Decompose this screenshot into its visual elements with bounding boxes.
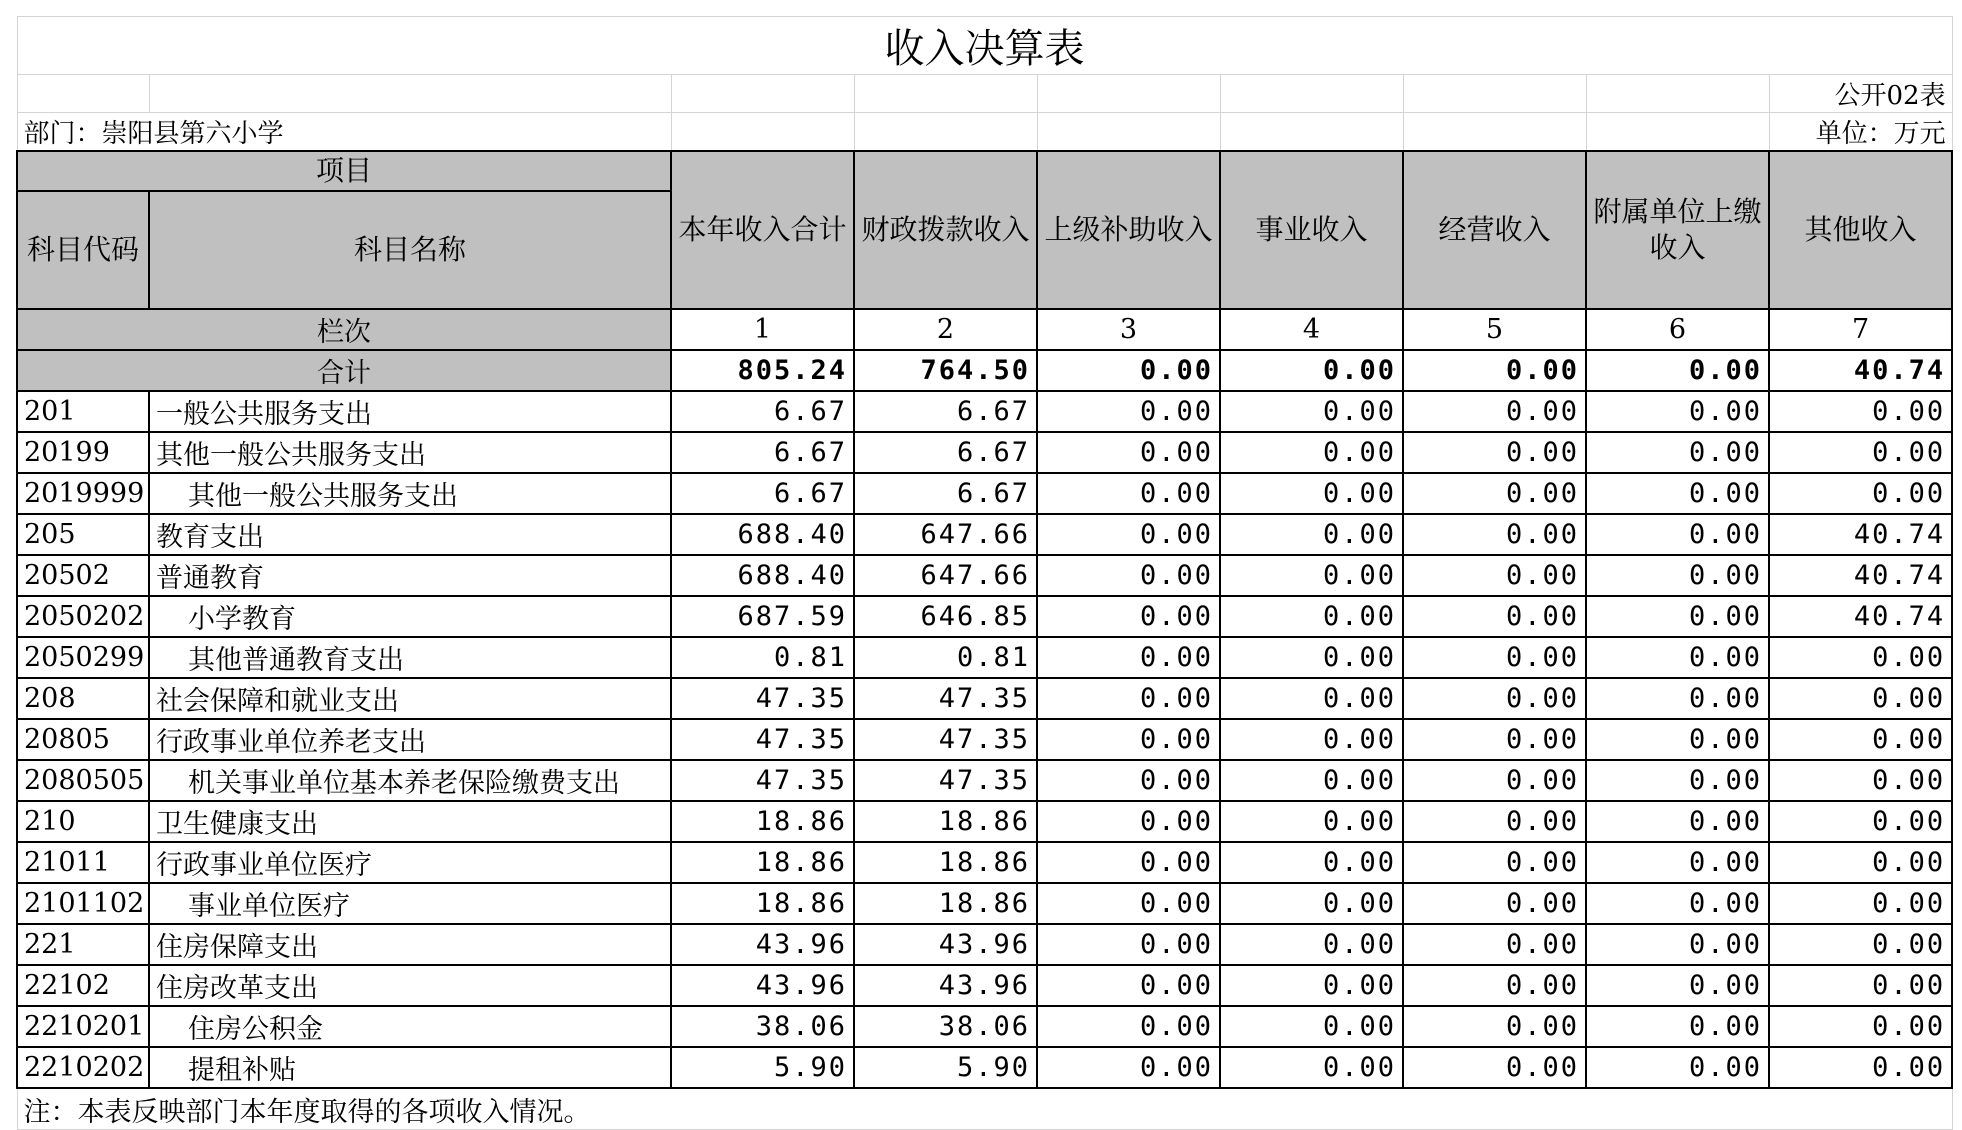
subject-name: 社会保障和就业支出 — [149, 678, 671, 719]
subject-name: 事业单位医疗 — [149, 883, 671, 924]
table-row — [17, 924, 1952, 965]
subject-code: 201 — [17, 391, 149, 432]
amount-cell: 18.86 — [854, 801, 1037, 842]
amount-cell: 0.00 — [1220, 1006, 1403, 1047]
amount-cell: 6.67 — [854, 391, 1037, 432]
amount-cell: 0.00 — [1037, 596, 1220, 637]
amount-cell: 0.00 — [1403, 883, 1586, 924]
subject-name: 住房公积金 — [149, 1006, 671, 1047]
subject-name: 机关事业单位基本养老保险缴费支出 — [149, 760, 671, 801]
amount-cell: 0.00 — [1403, 842, 1586, 883]
header-col-5: 经营收入 — [1403, 151, 1586, 309]
amount-cell: 40.74 — [1769, 514, 1952, 555]
amount-cell: 646.85 — [854, 596, 1037, 637]
amount-cell: 0.00 — [1220, 678, 1403, 719]
amount-cell: 0.00 — [1769, 391, 1952, 432]
subject-name: 其他一般公共服务支出 — [149, 473, 671, 514]
amount-cell: 18.86 — [671, 801, 854, 842]
subject-code: 21011 — [17, 842, 149, 883]
amount-cell: 18.86 — [854, 842, 1037, 883]
header-col-6: 附属单位上缴收入 — [1586, 151, 1769, 309]
col-number: 3 — [1037, 309, 1220, 350]
subject-code: 20502 — [17, 555, 149, 596]
table-row — [17, 596, 1952, 637]
subject-name: 普通教育 — [149, 555, 671, 596]
subject-name: 小学教育 — [149, 596, 671, 637]
subject-code: 2019999 — [17, 473, 149, 514]
total-value: 0.00 — [1586, 350, 1769, 391]
table-row — [17, 432, 1952, 473]
amount-cell: 0.00 — [1403, 596, 1586, 637]
table-row — [17, 473, 1952, 514]
amount-cell: 0.00 — [1769, 719, 1952, 760]
amount-cell: 0.00 — [1220, 637, 1403, 678]
amount-cell: 647.66 — [854, 514, 1037, 555]
amount-cell: 0.00 — [1037, 432, 1220, 473]
unit-label: 单位：万元 — [1769, 113, 1952, 152]
amount-cell: 18.86 — [671, 842, 854, 883]
amount-cell: 0.00 — [1403, 391, 1586, 432]
amount-cell: 18.86 — [671, 883, 854, 924]
amount-cell: 0.00 — [1586, 391, 1769, 432]
subject-name: 其他一般公共服务支出 — [149, 432, 671, 473]
amount-cell: 0.00 — [1220, 760, 1403, 801]
header-code: 科目代码 — [17, 191, 149, 309]
amount-cell: 0.00 — [1586, 555, 1769, 596]
amount-cell: 6.67 — [671, 432, 854, 473]
col-number: 7 — [1769, 309, 1952, 350]
subject-name: 卫生健康支出 — [149, 801, 671, 842]
table-row — [17, 514, 1952, 555]
amount-cell: 0.00 — [1403, 637, 1586, 678]
income-table — [16, 16, 1953, 1130]
amount-cell: 0.00 — [1769, 760, 1952, 801]
amount-cell: 0.00 — [1220, 1047, 1403, 1088]
subject-name: 住房改革支出 — [149, 965, 671, 1006]
table-row — [17, 1006, 1952, 1047]
total-row — [17, 350, 1952, 391]
amount-cell: 0.00 — [1769, 965, 1952, 1006]
amount-cell: 0.00 — [1586, 1006, 1769, 1047]
amount-cell: 0.00 — [1586, 965, 1769, 1006]
amount-cell: 40.74 — [1769, 596, 1952, 637]
amount-cell: 0.00 — [1403, 965, 1586, 1006]
amount-cell: 0.00 — [1220, 514, 1403, 555]
amount-cell: 0.00 — [1220, 473, 1403, 514]
col-number: 5 — [1403, 309, 1586, 350]
subject-name: 其他普通教育支出 — [149, 637, 671, 678]
header-col-1: 本年收入合计 — [671, 151, 854, 309]
form-number: 公开02表 — [1769, 75, 1952, 113]
header-name: 科目名称 — [149, 191, 671, 309]
header-col-3: 上级补助收入 — [1037, 151, 1220, 309]
amount-cell: 40.74 — [1769, 555, 1952, 596]
table-row — [17, 842, 1952, 883]
amount-cell: 0.00 — [1037, 514, 1220, 555]
amount-cell: 43.96 — [671, 924, 854, 965]
subject-code: 221 — [17, 924, 149, 965]
table-row — [17, 760, 1952, 801]
table-row — [17, 801, 1952, 842]
amount-cell: 0.00 — [1037, 801, 1220, 842]
amount-cell: 0.00 — [1220, 391, 1403, 432]
amount-cell: 0.00 — [1037, 719, 1220, 760]
total-value: 805.24 — [671, 350, 854, 391]
amount-cell: 0.00 — [1037, 883, 1220, 924]
total-value: 0.00 — [1037, 350, 1220, 391]
subject-code: 2050299 — [17, 637, 149, 678]
amount-cell: 0.00 — [1586, 883, 1769, 924]
subject-code: 210 — [17, 801, 149, 842]
amount-cell: 0.00 — [1220, 596, 1403, 637]
amount-cell: 0.00 — [1769, 883, 1952, 924]
amount-cell: 18.86 — [854, 883, 1037, 924]
table-row — [17, 1047, 1952, 1088]
amount-cell: 0.00 — [1586, 1047, 1769, 1088]
amount-cell: 0.00 — [1769, 1006, 1952, 1047]
amount-cell: 43.96 — [854, 924, 1037, 965]
table-row — [17, 883, 1952, 924]
table-row — [17, 965, 1952, 1006]
amount-cell: 0.00 — [1403, 719, 1586, 760]
subject-code: 20805 — [17, 719, 149, 760]
subject-code: 22102 — [17, 965, 149, 1006]
amount-cell: 47.35 — [671, 760, 854, 801]
table-row — [17, 555, 1952, 596]
amount-cell: 0.00 — [1037, 678, 1220, 719]
amount-cell: 0.00 — [1586, 760, 1769, 801]
amount-cell: 0.00 — [1403, 1047, 1586, 1088]
amount-cell: 0.00 — [1769, 924, 1952, 965]
table-row — [17, 719, 1952, 760]
row-label: 栏次 — [17, 309, 671, 350]
table-row — [17, 678, 1952, 719]
amount-cell: 0.00 — [1586, 514, 1769, 555]
total-label: 合计 — [17, 350, 671, 391]
amount-cell: 0.00 — [1037, 965, 1220, 1006]
amount-cell: 647.66 — [854, 555, 1037, 596]
amount-cell: 0.81 — [854, 637, 1037, 678]
amount-cell: 0.00 — [1769, 432, 1952, 473]
header-col-4: 事业收入 — [1220, 151, 1403, 309]
amount-cell: 0.00 — [1037, 391, 1220, 432]
amount-cell: 47.35 — [671, 678, 854, 719]
amount-cell: 0.00 — [1769, 842, 1952, 883]
amount-cell: 0.00 — [1586, 842, 1769, 883]
amount-cell: 0.00 — [1037, 473, 1220, 514]
total-value: 40.74 — [1769, 350, 1952, 391]
amount-cell: 0.00 — [1220, 924, 1403, 965]
amount-cell: 0.00 — [1403, 1006, 1586, 1047]
total-value: 0.00 — [1220, 350, 1403, 391]
amount-cell: 688.40 — [671, 514, 854, 555]
amount-cell: 0.81 — [671, 637, 854, 678]
subject-code: 20199 — [17, 432, 149, 473]
amount-cell: 6.67 — [854, 473, 1037, 514]
amount-cell: 0.00 — [1037, 1006, 1220, 1047]
footnote: 注：本表反映部门本年度取得的各项收入情况。 — [17, 1088, 1952, 1130]
amount-cell: 0.00 — [1769, 473, 1952, 514]
amount-cell: 0.00 — [1220, 432, 1403, 473]
subject-code: 2050202 — [17, 596, 149, 637]
subject-name: 提租补贴 — [149, 1047, 671, 1088]
amount-cell: 38.06 — [671, 1006, 854, 1047]
total-value: 764.50 — [854, 350, 1037, 391]
amount-cell: 0.00 — [1403, 514, 1586, 555]
amount-cell: 0.00 — [1403, 678, 1586, 719]
amount-cell: 0.00 — [1220, 883, 1403, 924]
amount-cell: 43.96 — [854, 965, 1037, 1006]
subject-name: 一般公共服务支出 — [149, 391, 671, 432]
amount-cell: 0.00 — [1037, 924, 1220, 965]
amount-cell: 5.90 — [854, 1047, 1037, 1088]
amount-cell: 687.59 — [671, 596, 854, 637]
amount-cell: 47.35 — [854, 760, 1037, 801]
amount-cell: 688.40 — [671, 555, 854, 596]
subject-name: 住房保障支出 — [149, 924, 671, 965]
subject-name: 行政事业单位养老支出 — [149, 719, 671, 760]
amount-cell: 0.00 — [1403, 432, 1586, 473]
amount-cell: 0.00 — [1403, 801, 1586, 842]
amount-cell: 0.00 — [1586, 596, 1769, 637]
subject-name: 教育支出 — [149, 514, 671, 555]
amount-cell: 0.00 — [1037, 842, 1220, 883]
amount-cell: 38.06 — [854, 1006, 1037, 1047]
amount-cell: 0.00 — [1037, 1047, 1220, 1088]
amount-cell: 0.00 — [1586, 719, 1769, 760]
subject-code: 2080505 — [17, 760, 149, 801]
amount-cell: 0.00 — [1769, 678, 1952, 719]
subject-code: 205 — [17, 514, 149, 555]
amount-cell: 0.00 — [1586, 432, 1769, 473]
amount-cell: 0.00 — [1220, 801, 1403, 842]
header-item: 项目 — [17, 151, 671, 191]
amount-cell: 5.90 — [671, 1047, 854, 1088]
amount-cell: 47.35 — [854, 678, 1037, 719]
amount-cell: 0.00 — [1403, 473, 1586, 514]
department-label: 部门：崇阳县第六小学 — [17, 113, 671, 152]
subject-code: 2210202 — [17, 1047, 149, 1088]
amount-cell: 0.00 — [1586, 473, 1769, 514]
amount-cell: 0.00 — [1586, 637, 1769, 678]
col-number: 2 — [854, 309, 1037, 350]
col-number: 4 — [1220, 309, 1403, 350]
amount-cell: 0.00 — [1037, 637, 1220, 678]
header-col-2: 财政拨款收入 — [854, 151, 1037, 309]
subject-code: 2210201 — [17, 1006, 149, 1047]
amount-cell: 0.00 — [1403, 760, 1586, 801]
amount-cell: 0.00 — [1037, 760, 1220, 801]
amount-cell: 47.35 — [854, 719, 1037, 760]
amount-cell: 0.00 — [1220, 555, 1403, 596]
amount-cell: 0.00 — [1769, 1047, 1952, 1088]
total-value: 0.00 — [1403, 350, 1586, 391]
table-row — [17, 637, 1952, 678]
amount-cell: 0.00 — [1220, 842, 1403, 883]
table-row — [17, 391, 1952, 432]
amount-cell: 0.00 — [1769, 801, 1952, 842]
amount-cell: 0.00 — [1586, 801, 1769, 842]
amount-cell: 0.00 — [1769, 637, 1952, 678]
amount-cell: 43.96 — [671, 965, 854, 1006]
amount-cell: 0.00 — [1403, 555, 1586, 596]
amount-cell: 0.00 — [1220, 719, 1403, 760]
amount-cell: 0.00 — [1403, 924, 1586, 965]
amount-cell: 0.00 — [1220, 965, 1403, 1006]
col-number: 1 — [671, 309, 854, 350]
amount-cell: 6.67 — [671, 391, 854, 432]
amount-cell: 47.35 — [671, 719, 854, 760]
subject-name: 行政事业单位医疗 — [149, 842, 671, 883]
col-number: 6 — [1586, 309, 1769, 350]
amount-cell: 0.00 — [1037, 555, 1220, 596]
header-col-7: 其他收入 — [1769, 151, 1952, 309]
subject-code: 208 — [17, 678, 149, 719]
amount-cell: 6.67 — [854, 432, 1037, 473]
page-title: 收入决算表 — [17, 17, 1952, 75]
amount-cell: 0.00 — [1586, 678, 1769, 719]
amount-cell: 6.67 — [671, 473, 854, 514]
amount-cell: 0.00 — [1586, 924, 1769, 965]
income-statement-sheet — [16, 16, 1951, 1130]
subject-code: 2101102 — [17, 883, 149, 924]
